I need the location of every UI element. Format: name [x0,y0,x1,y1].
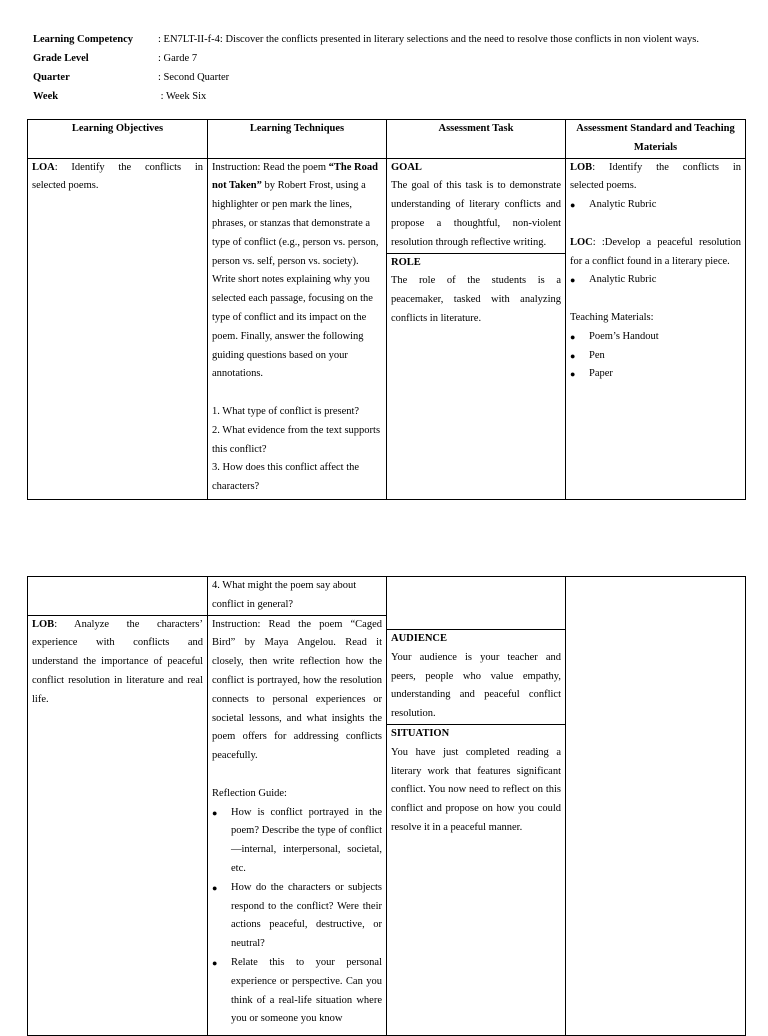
assessment-task-cell [387,577,566,1036]
list-item: ● Analytic Rubric [570,271,741,290]
col-header-techniques: Learning Techniques [208,120,387,159]
list-item: ● How do the characters or subjects respond to the conflict? Were their actions peaceful, destructive, or neutral? [212,879,382,954]
lesson-table-page1 [27,119,746,500]
question4-cell: 4. What might the poem say about conflict in general? [208,577,387,616]
header-row-week [33,87,753,106]
competency-value: : EN7LT-II-f-4: Discover the conflicts presented in literary selections and the need to resolve those conflicts in non violent ways. [158,34,699,45]
goal-title: GOAL [391,161,422,173]
standard-loc-list [570,271,741,290]
role-title: ROLE [387,253,565,273]
grade-value: : Garde 7 [158,53,198,64]
audience-title: AUDIENCE [391,633,448,644]
assessment-standard-cell [566,577,746,1036]
spacer [212,384,382,403]
col-header-objectives: Learning Objectives [28,120,208,159]
objective-code: LOB [32,618,55,630]
spacer [387,577,565,629]
goal-text: The goal of this task is to demonstrate understanding of literary conflicts and propose a thoughtful, non-violent resolution through reflective writing. [391,180,561,248]
week-value: : Week Six [158,91,207,102]
list-item: ● Analytic Rubric [570,196,741,215]
lesson-header [33,30,753,106]
standard-loc-code: LOC [570,236,593,248]
standard-loc-text: : :Develop a peaceful resolution for a conflict found in a literary piece. [570,236,741,267]
header-row-quarter [33,68,753,87]
materials-list [570,328,741,384]
situation-block [387,724,565,838]
reflection-list [212,804,382,1030]
technique-instructions: Instruction: Read the poem “Caged Bird” by Maya Angelou. Read it closely, then write reflection how the conflict is portrayed, how the resolution connects to personal experiences or societal lessons, and what insights the poem offers for addressing conflicts peacefully. [212,618,382,762]
standard-lob [570,159,744,197]
standard-lob-list [570,196,741,215]
table-row [28,577,746,616]
col-header-assessment-standard: Assessment Standard and Teaching Materials [566,120,746,159]
technique-intro: Instruction: Read the poem [212,161,329,173]
standard-loc [570,234,741,272]
list-item: ● How is conflict portrayed in the poem? Describe the type of conflict—internal, interpersonal, societal, etc. [212,804,382,879]
list-item: ● Paper [570,365,741,384]
week-label: Week [33,91,59,102]
list-item: ● Pen [570,347,741,366]
header-row-competency [33,30,753,49]
role-text: The role of the students is a peacemaker, tasked with analyzing conflicts in literature. [391,275,561,324]
reflection-title: Reflection Guide: [212,787,287,799]
quarter-value: : Second Quarter [158,72,230,83]
audience-text: Your audience is your teacher and peers, people who value empathy, understanding and peaceful conflict resolution. [391,651,561,720]
assessment-task-cell [387,158,566,499]
list-item: ● Poem’s Handout [570,328,741,347]
situation-text: You have just completed reading a literary work that features significant conflict. You now need to reflect on this conflict and propose on how you could resolve it in a peaceful manner. [391,746,561,833]
guiding-question: 1. What type of conflict is present? [212,405,360,417]
objective-code: LOA [32,161,55,173]
technique-cell [208,158,387,499]
poem-title: “The Road not Taken” [212,161,378,192]
objective-text: : Analyze the characters’ experience with conflicts and understand the importance of peaceful conflict resolution in literature and real life. [32,618,203,705]
quarter-label: Quarter [33,72,70,83]
materials-title: Teaching Materials: [570,311,654,323]
technique-cell [208,615,387,1035]
grade-label: Grade Level [33,53,89,64]
table-header-row [28,120,746,159]
objective-cell [28,158,208,499]
objective-cell [28,615,208,1035]
spacer [570,290,741,309]
empty-cell [28,577,208,616]
col-header-assessment-task: Assessment Task [387,120,566,159]
spacer [570,215,741,234]
lesson-table-page2 [27,576,746,1036]
audience-block [387,629,565,724]
technique-instructions: by Robert Frost, using a highlighter or pen mark the lines, phrases, or stanzas that demonstrate a type of conflict (e.g., person vs. person, person vs. self, person vs. society). Write short notes explaining why you selected each passage, focusing on the type of conflict and its impact on the poem. Finally, answer the following guiding questions based on your annotations. [212,180,379,380]
guiding-question: 2. What evidence from the text supports this conflict? [212,424,381,455]
standard-lob-text: : Identify the conflicts in selected poems. [570,161,744,192]
table-row [28,158,746,499]
objective-text: : Identify the conflicts in selected poems. [32,161,206,192]
competency-label: Learning Competency [33,34,134,45]
guiding-question: 3. How does this conflict affect the characters? [212,462,360,493]
list-item: ● Relate this to your personal experience or perspective. Can you think of a real-life situation where you or someone you know [212,954,382,1029]
standard-lob-code: LOB [570,161,593,173]
assessment-standard-cell [566,158,746,499]
situation-title: SITUATION [391,727,450,739]
header-row-grade [33,49,753,68]
spacer [212,766,382,785]
